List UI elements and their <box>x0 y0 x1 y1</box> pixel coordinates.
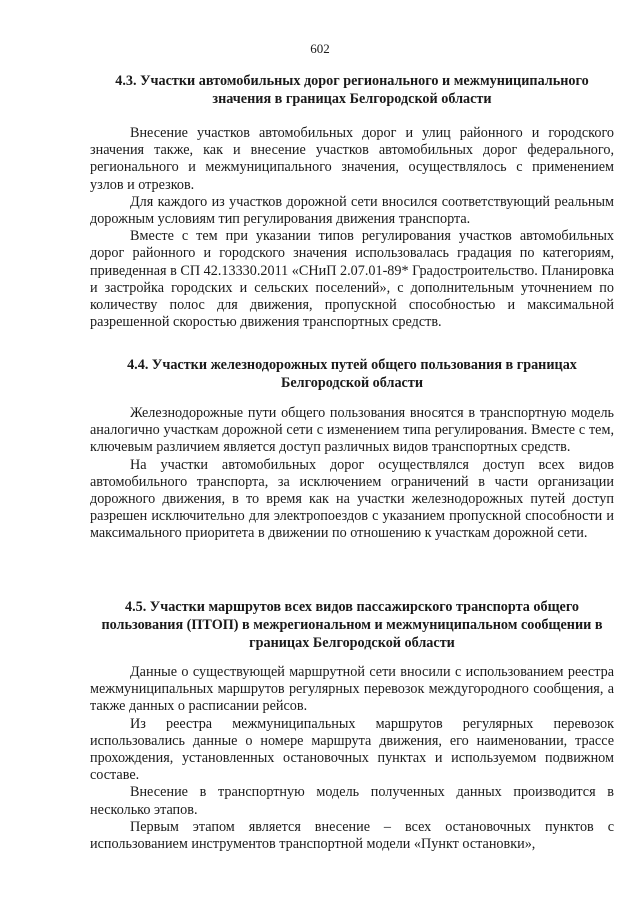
section-4-3-heading <box>90 72 614 108</box>
paragraph: Для каждого из участков дорожной сети вносился соответствующий реальным дорожным условиям тип регулирования движения транспорта. <box>90 193 614 228</box>
paragraph: Внесение в транспортную модель полученных данных производится в несколько этапов. <box>90 784 614 818</box>
paragraph: На участки автомобильных дорог осуществлялся доступ всех видов автомобильного транспорта, за исключением ограничений в части организации дорожного движения, в то время как на участки железнодорожных путей доступ разрешен исключительно для электропоездов с указанием пропускной способности и максимального приоритета в движении по отношению к участкам дорожной сети. <box>90 456 614 542</box>
paragraph: Внесение участков автомобильных дорог и улиц районного и городского значения также, как и внесение участков автомобильных дорог федерального, регионального и межмуниципального значения, осуществлялось с применением узлов и отрезков. <box>90 125 614 193</box>
section-4-5-heading <box>90 598 614 652</box>
section-4-4-heading <box>90 356 614 392</box>
section-heading: 4.4. Участки железнодорожных путей общего пользования в границах Белгородской области <box>127 357 577 391</box>
paragraph: Первым этапом является внесение – всех остановочных пунктов с использованием инструментов транспортной модели «Пункт остановки», <box>90 818 614 853</box>
section-4-4-body <box>90 405 614 543</box>
section-4-3-body <box>90 125 614 331</box>
paragraph: Из реестра межмуниципальных маршрутов регулярных перевозок использовались данные о номере маршрута движения, его наименовании, трассе прохождения, установленных остановочных пунктах и используемом подвижном составе. <box>90 715 614 784</box>
paragraph: Данные о существующей маршрутной сети вносили с использованием реестра межмуниципальных маршрутов регулярных перевозок междугородного сообщения, а также данных о расписании рейсов. <box>90 664 614 715</box>
section-heading: 4.5. Участки маршрутов всех видов пассажирского транспорта общего пользования (ПТОП) в межрегиональном и межмуниципальном сообщении в границах Белгородской области <box>101 599 603 651</box>
section-heading: 4.3. Участки автомобильных дорог регионального и межмуниципального значения в границах Белгородской области <box>115 73 589 107</box>
paragraph: Вместе с тем при указании типов регулирования участков автомобильных дорог районного и городского значения использовалась градация по категориям, приведенная в СП 42.13330.2011 «СНиП 2.07.01-89* Градостроительство. Планировка и застройка городских и сельских поселений», с дополнительным уточнением по количеству полос для движения, пропускной способностью и максимальной разрешенной скоростью движения транспортных средств. <box>90 228 614 331</box>
section-4-5-body <box>90 664 614 853</box>
page-number: 602 <box>310 41 330 56</box>
paragraph: Железнодорожные пути общего пользования вносятся в транспортную модель аналогично участкам дорожной сети с изменением типа регулирования. Вместе с тем, ключевым различием является доступ различных видов транспортных средств. <box>90 405 614 456</box>
